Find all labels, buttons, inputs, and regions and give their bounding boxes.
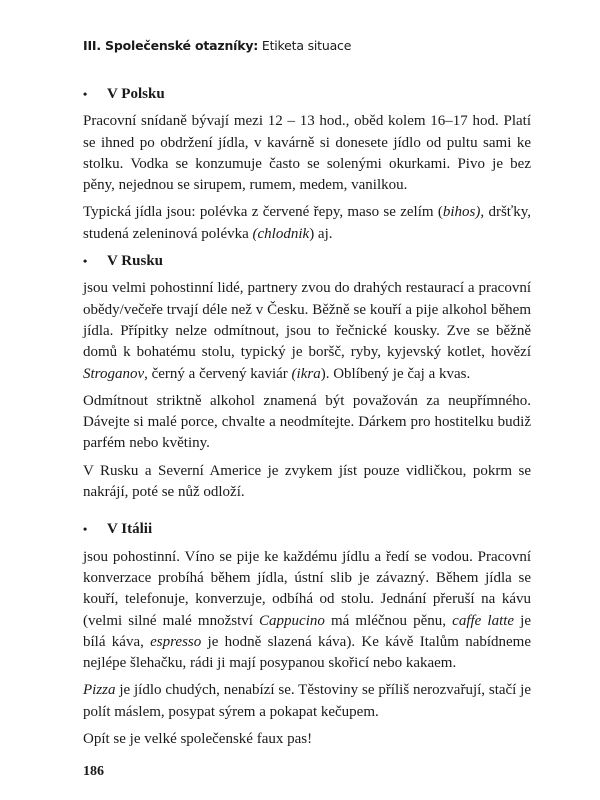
- text-run: jsou velmi pohostinní lidé, partnery zvou do drahých restaurací a pracovní obědy/večeře trvají déle než v Česku. Běžně se kouří a pije alkohol během jídla. Přípitky nelze odmítnout, jsou to řečnické kousky. Zve se běžně domů k bohatému stolu, typický je boršč, ryby, kyjevský kotlet, hovězí: [83, 280, 531, 361]
- text-run: Odmítnout striktně alkohol znamená být považován za neupřímného. Dávejte si malé porce, chvalte a neodmítejte. Dárkem pro hostitelku budiž parfém nebo květiny.: [83, 392, 531, 452]
- text-run: je bílá káva,: [83, 612, 532, 650]
- text-run: dršťky, studená zeleninová polévka: [83, 204, 531, 242]
- section-heading-text: V Rusku: [107, 253, 164, 270]
- text-run: má mléčnou pěnu,: [324, 612, 453, 629]
- text-run: V Rusku a Severní Americe je zvykem jíst pouze vidličkou, pokrm se nakrájí, poté se nůž odloží.: [83, 462, 531, 501]
- text-run: Opít se je velké společenské faux pas!: [83, 731, 313, 748]
- paragraph: [83, 391, 531, 455]
- italic-text: (chlodnik: [252, 225, 310, 242]
- running-head-chapter: III. Společenské otazníky:: [83, 38, 259, 53]
- paragraph: [83, 547, 531, 675]
- italic-text: Pizza: [83, 682, 116, 699]
- text-run: ). Oblíbený je čaj a kvas.: [320, 365, 471, 382]
- section-heading: [83, 251, 531, 272]
- text-run: je jídlo chudých, nenabízí se. Těstoviny se příliš nerozvařují, stačí je polít máslem, posypat sýrem a pokapat kečupem.: [83, 682, 531, 720]
- section-heading-text: V Polsku: [107, 86, 165, 102]
- text-run: Pracovní snídaně bývají mezi 12 – 13 hod., oběd kolem 16–17 hod. Platí se ihned po obdržení jídla, v kavárně si donesete jídlo od pultu sami ke stolku. Vodka se konzumuje často se solenými okurkami. Pivo je bez pěny, nejednou se sirupem, rumem, medem, vanilkou.: [83, 113, 531, 194]
- italic-text: caffe latte: [452, 612, 515, 629]
- text-run: , černý a červený kaviár: [144, 365, 292, 382]
- paragraph: [83, 729, 531, 750]
- paragraph: [83, 278, 531, 384]
- paragraph: [83, 111, 531, 196]
- bullet-icon: •: [83, 87, 88, 101]
- paragraph: [83, 680, 531, 723]
- paragraph: [83, 461, 531, 504]
- section: [83, 251, 531, 503]
- running-head-title: Etiketa situace: [258, 38, 352, 53]
- running-head: [83, 38, 351, 53]
- italic-text: bihos),: [442, 204, 485, 221]
- italic-text: Stroganov: [83, 365, 145, 382]
- text-run: ) aj.: [309, 225, 333, 242]
- page-number: 186: [83, 764, 104, 779]
- page-content: [83, 84, 531, 756]
- paragraph: [83, 202, 531, 245]
- text-run: Typická jídla jsou: polévka z červené řepy, maso se zelím (: [83, 204, 443, 221]
- section: [83, 519, 531, 750]
- italic-text: Cappucino: [259, 612, 325, 629]
- section-heading: [83, 519, 531, 540]
- text-run: je hodně slazená káva). Ke kávě Italům nabídneme nejlépe šlehačku, rádi ji mají posypanou skořicí nebo kakaem.: [83, 633, 531, 672]
- italic-text: espresso: [150, 633, 202, 650]
- italic-text: (ikra: [291, 365, 321, 382]
- text-run: jsou pohostinní. Víno se pije ke každému jídlu a ředí se vodou. Pracovní konverzace probíhá během jídla, ústní slib je závazný. Během jídla se kouří, telefonuje, konverzuje, odbíhá od stolu. Jednání přeruší na kávu (velmi silné malé množství: [83, 548, 531, 629]
- bullet-icon: •: [83, 522, 88, 537]
- section: [83, 84, 531, 245]
- section-heading-text: V Itálii: [107, 521, 153, 538]
- section-heading: [83, 84, 531, 105]
- bullet-icon: •: [83, 254, 88, 269]
